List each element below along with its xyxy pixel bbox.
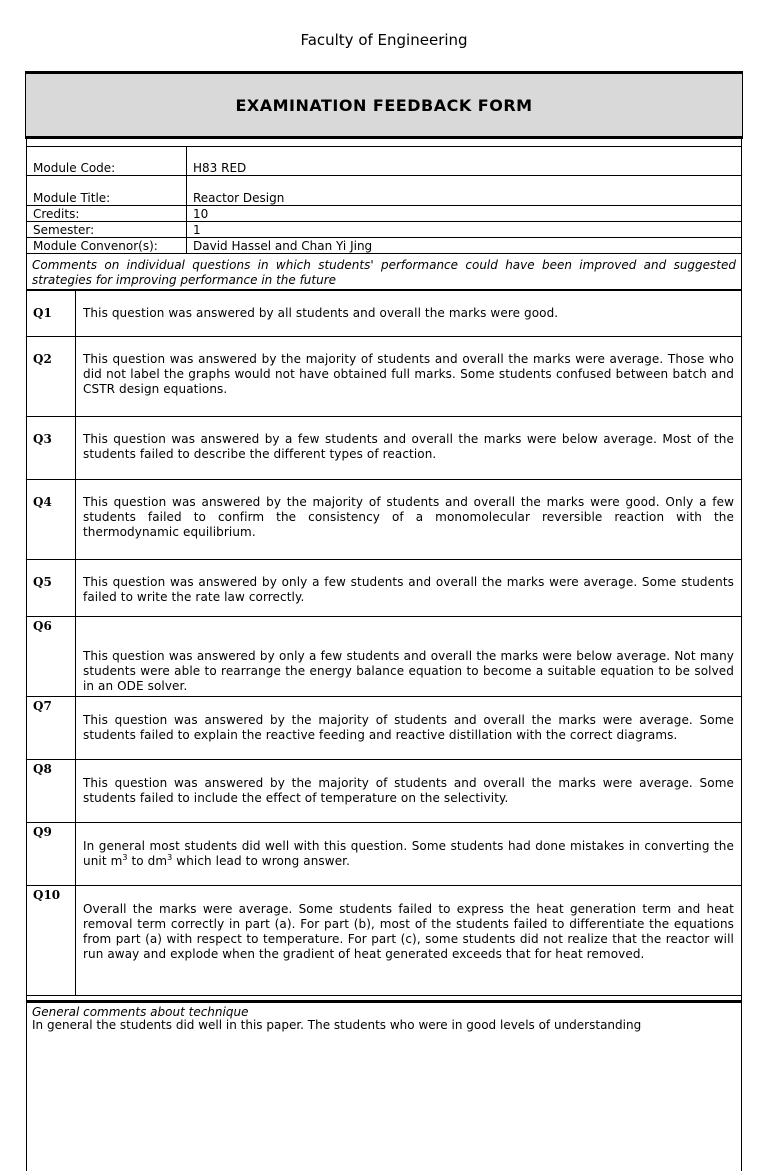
question-number: Q8 <box>27 760 76 823</box>
question-row <box>27 697 742 760</box>
question-number: Q2 <box>27 337 76 417</box>
question-row <box>27 560 742 617</box>
question-number: Q4 <box>27 480 76 560</box>
question-number: Q6 <box>27 617 76 697</box>
question-feedback: This question was answered by the majority of students and overall the marks were average. Some students failed to explain the reactive feeding and reactive distillation with the correct diagrams. <box>76 697 742 760</box>
superscript: 3 <box>167 853 173 862</box>
question-row <box>27 760 742 823</box>
module-info-table <box>26 146 742 254</box>
meta-row-semester <box>27 222 742 238</box>
meta-value: 1 <box>187 222 742 238</box>
meta-value: 10 <box>187 206 742 222</box>
meta-row-module-title <box>27 176 742 206</box>
general-comments-heading: General comments about technique <box>26 1000 742 1022</box>
question-row <box>27 886 742 996</box>
question-row <box>27 480 742 560</box>
meta-label: Module Title: <box>27 176 187 206</box>
question-feedback: Overall the marks were average. Some students failed to express the heat generation term and heat removal term correctly in part (a). For part (b), most of the students failed to differentiate the equations from part (a) with respect to temperature. For part (c), some students did not realize that the reactor will run away and explode when the gradient of heat generated exceeds that for heat removed. <box>76 886 742 996</box>
question-feedback: This question was answered by only a few students and overall the marks were below average. Not many students were able to rearrange the energy balance equation to become a suitable equation to be solved in an ODE solver. <box>76 617 742 697</box>
question-feedback-table <box>26 289 742 996</box>
question-number: Q7 <box>27 697 76 760</box>
question-feedback: This question was answered by the majority of students and overall the marks were average. Some students failed to include the effect of temperature on the selectivity. <box>76 760 742 823</box>
question-row <box>27 617 742 697</box>
meta-row-credits <box>27 206 742 222</box>
question-feedback: This question was answered by a few students and overall the marks were below average. Most of the students failed to describe the different types of reaction. <box>76 417 742 480</box>
faculty-title: Faculty of Engineering <box>300 31 468 49</box>
question-row <box>27 823 742 886</box>
form-title: EXAMINATION FEEDBACK FORM <box>25 71 743 139</box>
question-number: Q10 <box>27 886 76 996</box>
question-feedback <box>76 823 742 886</box>
meta-value: Reactor Design <box>187 176 742 206</box>
meta-label: Credits: <box>27 206 187 222</box>
question-row <box>27 417 742 480</box>
meta-value: H83 RED <box>187 147 742 176</box>
question-feedback: This question was answered by the majority of students and overall the marks were good. Only a few students failed to confirm the consistency of a monomolecular reversible reaction with the thermodynamic equilibrium. <box>76 480 742 560</box>
meta-row-convenors <box>27 238 742 254</box>
comments-heading: Comments on individual questions in which students' performance could have been improved and suggested strategies for improving performance in the future <box>26 256 742 291</box>
question-feedback: This question was answered by the majority of students and overall the marks were average. Those who did not label the graphs would not have obtained full marks. Some students confused between batch and CSTR design equations. <box>76 337 742 417</box>
feedback-text: to dm <box>127 854 168 868</box>
meta-label: Module Code: <box>27 147 187 176</box>
question-feedback: This question was answered by all students and overall the marks were good. <box>76 290 742 337</box>
question-number: Q1 <box>27 290 76 337</box>
meta-label: Semester: <box>27 222 187 238</box>
meta-label: Module Convenor(s): <box>27 238 187 254</box>
general-comments-text: In general the students did well in this paper. The students who were in good levels of understanding <box>32 1018 642 1032</box>
meta-row-module-code <box>27 147 742 176</box>
question-feedback: This question was answered by only a few students and overall the marks were average. Some students failed to write the rate law correctly. <box>76 560 742 617</box>
question-number: Q9 <box>27 823 76 886</box>
meta-value: David Hassel and Chan Yi Jing <box>187 238 742 254</box>
superscript: 3 <box>122 853 128 862</box>
question-row <box>27 290 742 337</box>
feedback-text: In general most students did well with this question. Some students had done mistakes in converting the unit m <box>83 839 734 868</box>
feedback-text: which lead to wrong answer. <box>172 854 351 868</box>
question-number: Q3 <box>27 417 76 480</box>
question-number: Q5 <box>27 560 76 617</box>
question-row <box>27 337 742 417</box>
